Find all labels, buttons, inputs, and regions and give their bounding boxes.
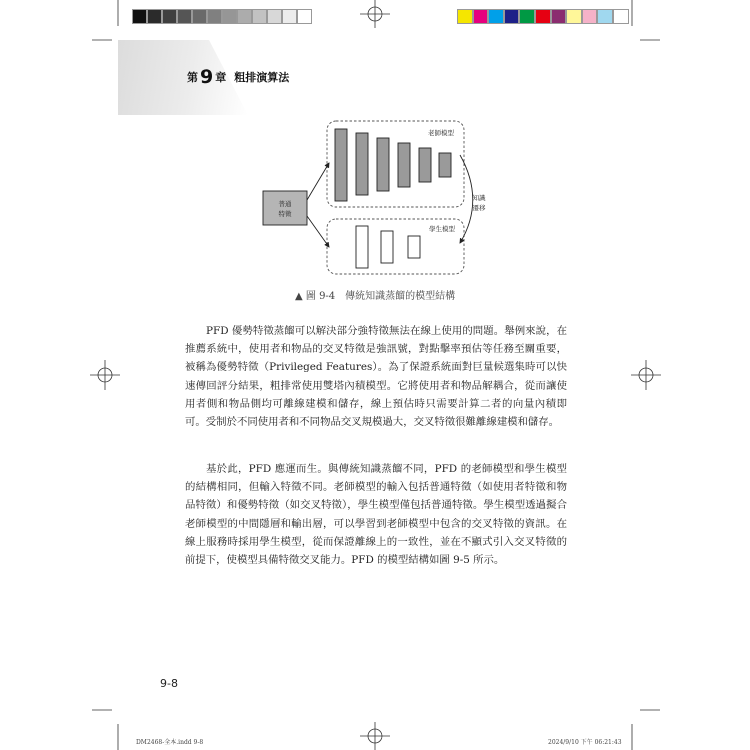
teacher-label: 老師模型 <box>428 129 454 137</box>
body-paragraph-1: PFD 優勢特徵蒸餾可以解決部分強特徵無法在線上使用的問題。舉例來說，在推薦系統中，使用者和物品的交叉特徵是強訊號，對點擊率預估等任務至關重要，被稱為優勢特徵（Privileged Features）。為了保證系統面對巨量候選集時可以快速傳回評分結果，粗排常使用雙塔內積模型。它將使用者和物品解耦合，從而讓使用者側和物品側均可離線建模和儲存，線上預估時只需要計算二者的向量內積即可。受制於不同使用者和不同物品交叉規模過大，交叉特徵很難離線建模和儲存。 <box>185 325 567 429</box>
teacher-layer-6 <box>439 153 451 177</box>
student-layer-3 <box>408 236 420 258</box>
student-layer-1 <box>356 226 368 268</box>
knowledge-transfer-arrow <box>460 155 473 243</box>
body-paragraph-2: 基於此，PFD 應運而生。與傳統知識蒸餾不同，PFD 的老師模型和學生模型的結構相同，但輸入特徵不同。老師模型的輸入包括普通特徵（如使用者特徵和物品特徵）和優勢特徵（如交叉特徵），學生模型僅包括普通特徵。學生模型透過擬合老師模型的中間隱層和輸出層，可以學習到老師模型中包含的交叉特徵的資訊。在線上服務時採用學生模型，從而保證離線上的一致性，並在不顯式引入交叉特徵的前提下，使模型具備特徵交叉能力。PFD 的模型結構如圖 9-5 所示。 <box>185 463 567 567</box>
chapter-name: 粗排演算法 <box>234 71 290 84</box>
arrow-to-student <box>307 216 329 247</box>
input-label-line2: 特徵 <box>278 210 292 218</box>
teacher-layer-3 <box>377 138 389 191</box>
footer-file-info: DM2468-全本.indd 9-8 <box>136 739 204 746</box>
caption-text: 圖 9-4 傳統知識蒸餾的模型結構 <box>305 291 456 302</box>
input-label-line1: 普通 <box>278 200 292 208</box>
footer-timestamp: 2024/9/10 下午 06:21:43 <box>548 739 622 746</box>
teacher-layer-5 <box>419 148 431 182</box>
transfer-label-line1: 知識 <box>472 194 486 202</box>
teacher-layer-4 <box>398 143 410 187</box>
model-structure-diagram <box>255 115 505 280</box>
teacher-layer-2 <box>356 133 368 195</box>
student-layer-2 <box>381 231 393 263</box>
student-label: 學生模型 <box>429 225 455 233</box>
caption-marker: ▲ <box>295 291 303 302</box>
transfer-label-line2: 遷移 <box>472 204 486 212</box>
chapter-prefix: 第 <box>187 71 198 84</box>
teacher-layer-1 <box>335 129 347 201</box>
chapter-header <box>187 66 289 88</box>
figure-caption <box>295 287 455 302</box>
chapter-number: 9 <box>200 66 214 88</box>
input-feature-box <box>263 191 307 225</box>
chapter-suffix: 章 <box>215 71 227 84</box>
page-number: 9-8 <box>160 677 178 690</box>
arrow-to-teacher <box>307 163 329 200</box>
